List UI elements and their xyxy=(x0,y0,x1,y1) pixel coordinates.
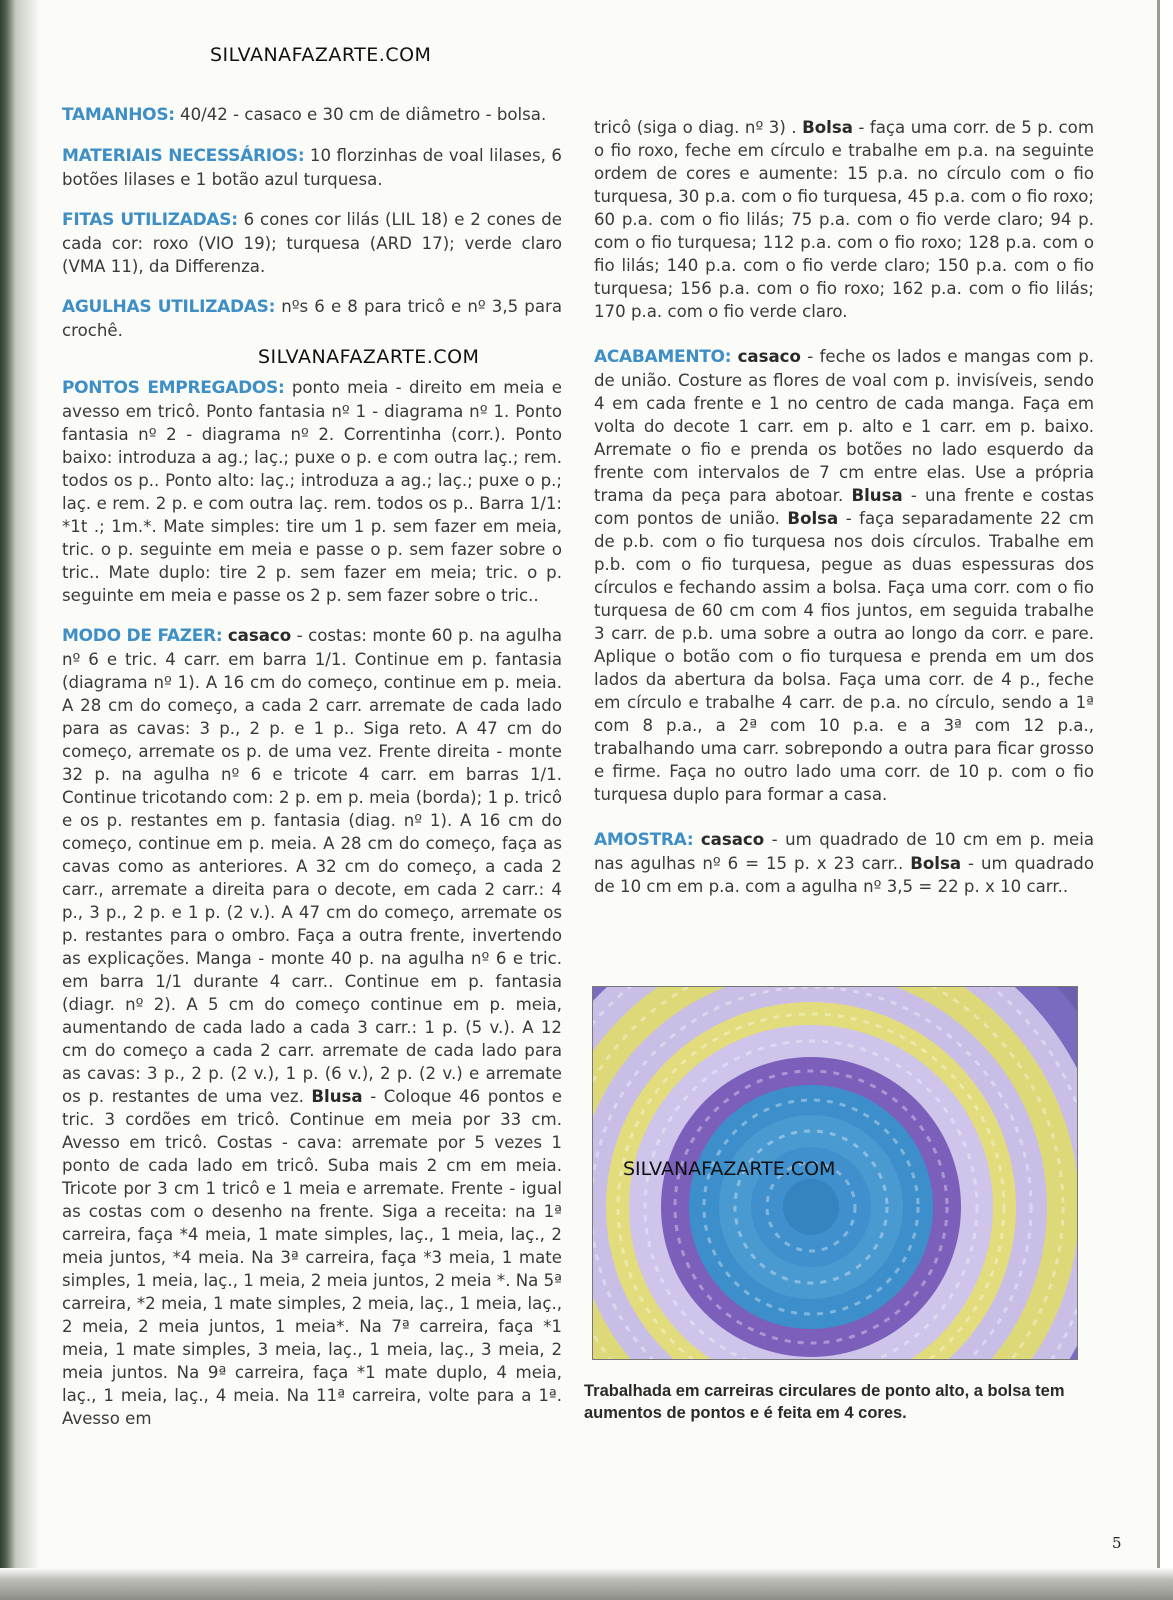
text-acab-3: - faça separadamente 22 cm de p.b. com o fio turquesa nos dois círculos. Trabalhe em p.b. com o fio turquesa, pegue as duas espessuras dos círculos e fechando assim a bolsa. Faça uma corr. com o fio turquesa de 60 cm com 4 fios juntos, em seguida trabalhe 3 carr. de p.b. uma sobre a outra ao longo da corr. e pare. Aplique o botão com o fio turquesa e prenda em um dos lados da abertura da bolsa. Faça uma corr. de 4 p., feche em círculo e trabalhe 4 carr. de p.a. no círculo, sendo a 1ª com 8 p.a., a 2ª com 10 p.a. e a 3ª com 12 p.a., trabalhando uma carr. sobrepondo a outra para ficar grosso e firme. Faça no outro lado uma corr. de 10 p. com o fio turquesa duplo para formar a casa. xyxy=(594,509,1094,804)
heading-acabamento: ACABAMENTO: xyxy=(594,347,732,367)
crochet-circle-image xyxy=(593,987,1077,1359)
section-modo xyxy=(62,624,562,1430)
page-bottom-edge xyxy=(0,1568,1173,1600)
heading-amostra: AMOSTRA: xyxy=(594,830,694,850)
text-fitas: 6 cones cor lilás (LIL 18) e 2 cones de cada cor: roxo (VIO 19); turquesa (ARD 17); verde claro (VMA 11), da Differenza. xyxy=(62,210,562,276)
section-pontos xyxy=(62,376,562,607)
watermark-photo: SILVANAFAZARTE.COM xyxy=(623,1158,836,1180)
heading-fitas: FITAS UTILIZADAS: xyxy=(62,210,238,230)
text-modo-casaco: - costas: monte 60 p. na agulha nº 6 e tric. 4 carr. em barra 1/1. Continue em p. fantasia (diagrama nº 1). A 16 cm do começo, continue em p. meia. A 28 cm do começo, a cada 2 carr. arremate de cada lado para as cavas: 3 p., 2 p. e 1 p.. Siga reto. A 47 cm do começo, arremate os p. de uma vez. Frente direita - monte 32 p. na agulha nº 6 e tricote 4 carr. em barras 1/1. Continue tricotando com: 2 p. em p. meia (borda); 1 p. tricô e os p. restantes em p. fantasia (diag. nº 1). A 16 cm do começo, continue em p. meia. A 28 cm do começo, faça as cavas como as anteriores. A 32 cm do começo, a cada 2 carr., arremate a direita para o decote, em cada 2 carr.: 4 p., 3 p., 2 p. e 1 p. (2 v.). A 47 cm do começo, arremate os p. restantes para o ombro. Faça a outra frente, invertendo as explicações. Manga - monte 40 p. na agulha nº 6 e tric. em barra 1/1 durante 4 carr.. Continue em p. fantasia (diagr. nº 2). A 5 cm do começo continue em p. meia, aumentando de cada lado a cada 3 carr.: 1 p. (5 v.). A 12 cm do começo a cada 2 carr. arremate de cada lado para as cavas: 3 p., 2 p. (2 v.), 1 p. (6 v.), 2 p. (2 v.) e arremate os p. restantes de uma vez. xyxy=(62,626,563,1106)
text-agulhas: nºs 6 e 8 para tricô e nº 3,5 para crochê. xyxy=(62,297,562,340)
label-bolsa: Bolsa xyxy=(802,118,853,137)
label-acab-bolsa: Bolsa xyxy=(787,509,839,528)
section-materiais xyxy=(62,144,562,191)
label-amostra-bolsa: Bolsa xyxy=(910,854,962,873)
text-cont-2: - faça uma corr. de 5 p. com o fio roxo, feche em círculo e trabalhe em p.a. na seguinte ordem de cores e aumente: 15 p.a. no círculo com o fio turquesa, 30 p.a. com o fio turquesa, 45 p.a. com o fio roxo; 60 p.a. com o fio lilás; 75 p.a. com o fio verde claro; 94 p. com o fio turquesa; 112 p.a. com o fio roxo; 128 p.a. com o fio lilás; 140 p.a. com o fio verde claro; 150 p.a. com o fio turquesa; 156 p.a. com o fio roxo; 162 p.a. com o fio lilás; 170 p.a. com o fio verde claro. xyxy=(594,118,1095,321)
section-tamanhos xyxy=(62,103,562,127)
watermark-top: SILVANAFAZARTE.COM xyxy=(210,44,432,66)
text-modo-blusa: - Coloque 46 pontos e tric. 3 cordões em tricô. Continue em meia por 33 cm. Avesso em tricô. Costas - cava: arremate por 5 vezes 1 ponto de cada lado em tricô. Suba mais 2 cm em meia. Tricote por 3 cm 1 tricô e 1 meia e arremate. Frente - igual as costas com o desenho na frente. Siga a receita: na 1ª carreira, faça *4 meia, 1 mate simples, laç., 1 meia, laç., 2 meia juntos, *4 meia. Na 3ª carreira, faça *3 meia, 1 mate simples, 1 meia, laç., 1 meia, 2 meia juntos, 2 meia *. Na 5ª carreira, *2 meia, 1 mate simples, 2 meia, laç., 1 meia, laç., 2 meia, 2 meia juntos, 1 meia*. Na 7ª carreira, faça *1 meia, 1 mate simples, 3 meia, laç., 1 meia, laç., 3 meia, 2 meia juntos. Na 9ª carreira, faça *1 mate duplo, 4 meia, laç., 1 meia, laç., 4 meia. Na 11ª carreira, volte para a 1ª. Avesso em xyxy=(62,1087,562,1428)
right-column xyxy=(594,116,1094,915)
text-amostra-2: - um quadrado de 10 cm em p.a. com a agulha nº 3,5 = 22 p. x 10 carr.. xyxy=(594,854,1094,896)
heading-modo: MODO DE FAZER: xyxy=(62,626,223,646)
section-agulhas xyxy=(62,295,562,342)
page-number: 5 xyxy=(1112,1534,1122,1552)
crochet-bag-photo xyxy=(592,986,1078,1360)
left-column xyxy=(62,103,562,1447)
label-blusa: Blusa xyxy=(311,1087,363,1106)
text-tamanhos: 40/42 - casaco e 30 cm de diâmetro - bolsa. xyxy=(180,105,547,124)
label-acab-blusa: Blusa xyxy=(851,486,903,505)
label-casaco: casaco xyxy=(227,626,292,645)
heading-materiais: MATERIAIS NECESSÁRIOS: xyxy=(62,146,305,166)
page-binding-shadow xyxy=(0,0,40,1600)
section-acabamento xyxy=(594,345,1094,806)
section-amostra xyxy=(594,828,1094,898)
watermark-middle: SILVANAFAZARTE.COM xyxy=(258,346,480,368)
label-amostra-casaco: casaco xyxy=(700,830,765,849)
heading-pontos: PONTOS EMPREGADOS: xyxy=(62,378,285,398)
section-bolsa-continued xyxy=(594,116,1094,323)
label-acab-casaco: casaco xyxy=(737,347,801,366)
text-cont-1: tricô (siga o diag. nº 3) . xyxy=(594,118,797,137)
ring-center xyxy=(783,1179,839,1235)
photo-caption: Trabalhada em carreiras circulares de ponto alto, a bolsa tem aumentos de pontos e é feita em 4 cores. xyxy=(584,1382,1065,1422)
section-fitas xyxy=(62,208,562,278)
heading-agulhas: AGULHAS UTILIZADAS: xyxy=(62,297,276,317)
text-amostra-1: - um quadrado de 10 cm em p. meia nas agulhas nº 6 = 15 p. x 23 carr.. xyxy=(594,830,1095,873)
text-materiais: 10 florzinhas de voal lilases, 6 botões lilases e 1 botão azul turquesa. xyxy=(62,146,562,189)
heading-tamanhos: TAMANHOS: xyxy=(62,105,175,125)
text-acab-1: - feche os lados e mangas com p. de união. Costure as flores de voal com p. invisíveis, sendo 4 em cada frente e 1 no centro de cada manga. Faça em volta do decote 1 carr. em p. alto e 1 carr. em p. baixo. Arremate o fio e prenda os botões no lado esquerdo da frente com intervalos de 7 cm entre elas. Use a própria trama da peça para abotoar. xyxy=(594,347,1095,505)
text-pontos: ponto meia - direito em meia e avesso em tricô. Ponto fantasia nº 1 - diagrama nº 1. Ponto fantasia nº 2 - diagrama nº 2. Correntinha (corr.). Ponto baixo: introduza a ag.; laç.; puxe o p. e com outra laç.; rem. todos os p.. Ponto alto: laç.; introduza a ag.; laç.; puxe o p.; laç. e rem. 2 p. e com outra laç. rem. todos os p.. Barra 1/1: *1t .; 1m.*. Mate simples: tire um 1 p. sem fazer em meia, tric. o p. seguinte em meia e passe o p. sem fazer sobre o tric.. Mate duplo: tire 2 p. sem fazer em meia; tric. o p. seguinte em meia e passe os 2 p. sem fazer sobre o tric.. xyxy=(62,378,562,605)
text-acab-2: - una frente e costas com pontos de união. xyxy=(594,486,1094,528)
